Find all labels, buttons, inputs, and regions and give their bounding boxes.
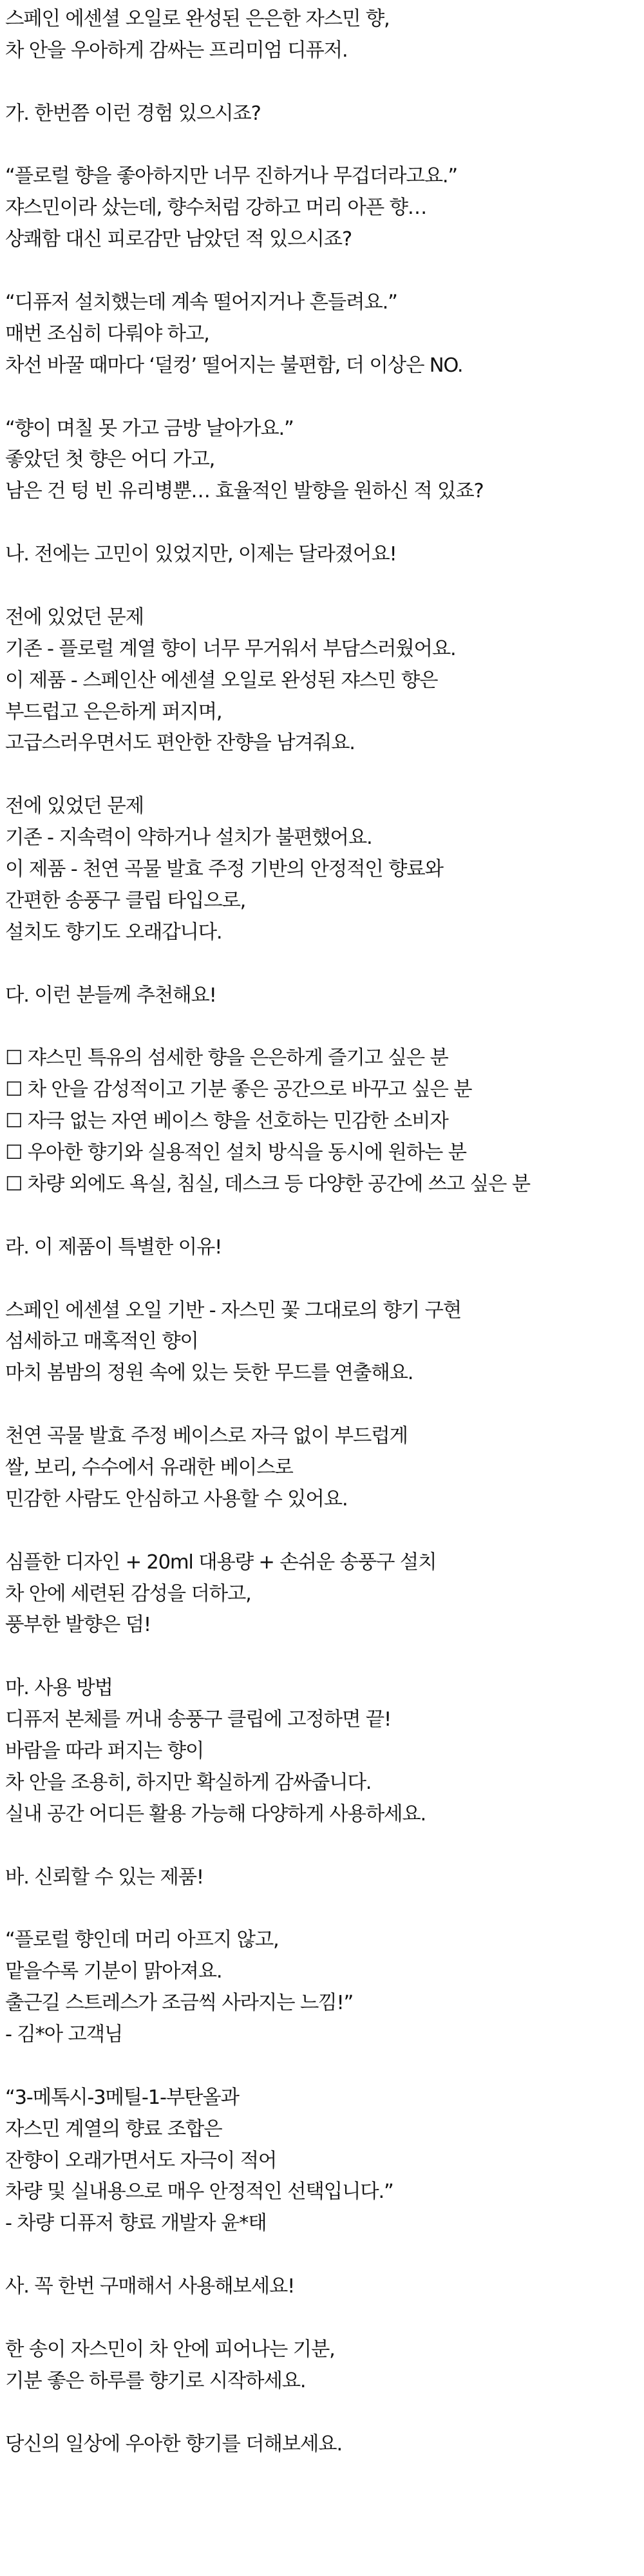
paragraph xyxy=(5,1295,639,1390)
text-line: 부드럽고 은은하게 퍼지며, xyxy=(5,700,222,723)
paragraph-spacer xyxy=(5,949,639,980)
text-line: 출근길 스트레스가 조금씩 사라지는 느낌!” xyxy=(5,1992,354,2015)
paragraph-spacer xyxy=(5,2051,639,2083)
text-line: 차 안을 우아하게 감싸는 프리미엄 디퓨저. xyxy=(5,39,348,62)
text-line: 민감한 사람도 안심하고 사용할 수 있어요. xyxy=(5,1487,348,1511)
text-line: 한 송이 자스민이 차 안에 피어나는 기분, xyxy=(5,2338,335,2361)
text-line: 디퓨저 본체를 꺼내 송풍구 클립에 고정하면 끝! xyxy=(5,1708,391,1732)
paragraph-spacer xyxy=(5,1893,639,1925)
paragraph-spacer xyxy=(5,1264,639,1295)
paragraph xyxy=(5,1547,639,1642)
text-line: 섬세하고 매혹적인 향이 xyxy=(5,1330,198,1353)
text-line: 다. 이런 분들께 추천해요! xyxy=(5,984,216,1007)
paragraph xyxy=(5,602,639,759)
paragraph xyxy=(5,791,639,948)
text-line: 마. 사용 방법 xyxy=(5,1677,113,1700)
paragraph-spacer xyxy=(5,382,639,414)
text-line: 마치 봄밤의 정원 속에 있는 듯한 무드를 연출해요. xyxy=(5,1362,413,1385)
text-line: 기존 - 플로럴 계열 향이 너무 무거워서 부담스러웠어요. xyxy=(5,637,456,660)
text-line: 스페인 에센셜 오일로 완성된 은은한 자스민 향, xyxy=(5,8,390,30)
text-line: 전에 있었던 문제 xyxy=(5,795,144,818)
paragraph xyxy=(5,2334,639,2398)
paragraph-spacer xyxy=(5,67,639,99)
paragraph xyxy=(5,2429,639,2461)
text-line: 차량 및 실내용으로 매우 안정적인 선택입니다.” xyxy=(5,2180,393,2204)
paragraph xyxy=(5,99,639,130)
text-line: 잔향이 오래가면서도 자극이 적어 xyxy=(5,2149,277,2172)
text-line: 스페인 에센셜 오일 기반 - 자스민 꽃 그대로의 향기 구현 xyxy=(5,1299,462,1322)
text-line: 맡을수록 기분이 맑아져요. xyxy=(5,1960,222,1983)
paragraph-spacer xyxy=(5,2303,639,2334)
text-line: 전에 있었던 문제 xyxy=(5,606,144,629)
paragraph-spacer xyxy=(5,1516,639,1547)
text-line: ☐ 자극 없는 자연 베이스 향을 선호하는 민감한 소비자 xyxy=(5,1110,448,1133)
text-line: 라. 이 제품이 특별한 이유! xyxy=(5,1236,222,1259)
text-line: 상쾌함 대신 피로감만 남았던 적 있으시죠? xyxy=(5,228,352,251)
text-line: 심플한 디자인 + 20ml 대용량 + 손쉬운 송풍구 설치 xyxy=(5,1550,437,1574)
text-line: 남은 건 텅 빈 유리병뿐… 효율적인 발향을 원하신 적 있죠? xyxy=(5,480,484,503)
text-line: 이 제품 - 천연 곡물 발효 주정 기반의 안정적인 향료와 xyxy=(5,858,443,881)
paragraph-spacer xyxy=(5,508,639,539)
text-line: 바람을 따라 퍼지는 향이 xyxy=(5,1739,204,1762)
paragraph-spacer xyxy=(5,1641,639,1673)
text-line: 기존 - 지속력이 약하거나 설치가 불편했어요. xyxy=(5,826,372,850)
text-line: 나. 전에는 고민이 있었지만, 이제는 달라졌어요! xyxy=(5,543,397,566)
paragraph-spacer xyxy=(5,1012,639,1044)
text-line: 기분 좋은 하루를 향기로 시작하세요. xyxy=(5,2369,306,2392)
text-line: 차 안에 세련된 감성을 더하고, xyxy=(5,1582,251,1605)
paragraph xyxy=(5,161,639,256)
text-line: 쌀, 보리, 수수에서 유래한 베이스로 xyxy=(5,1456,293,1479)
text-line: “플로럴 향인데 머리 아프지 않고, xyxy=(5,1929,279,1952)
text-line: 차선 바꿀 때마다 ‘덜컹’ 떨어지는 불편함, 더 이상은 NO. xyxy=(5,354,463,377)
text-line: 사. 꼭 한번 구매해서 사용해보세요! xyxy=(5,2275,295,2298)
text-line: ☐ 우아한 향기와 실용적인 설치 방식을 동시에 원하는 분 xyxy=(5,1141,466,1165)
text-line: “3-메톡시-3메틸-1-부탄올과 xyxy=(5,2086,239,2109)
text-line: 쟈스민이라 샀는데, 향수처럼 강하고 머리 아픈 향… xyxy=(5,196,427,220)
paragraph xyxy=(5,1862,639,1894)
paragraph xyxy=(5,1673,639,1830)
paragraph xyxy=(5,980,639,1012)
text-line: 이 제품 - 스페인산 에센셜 오일로 완성된 쟈스민 향은 xyxy=(5,669,438,692)
text-line: 실내 공간 어디든 활용 가능해 다양하게 사용하세요. xyxy=(5,1802,426,1826)
text-line: 바. 신뢰할 수 있는 제품! xyxy=(5,1865,204,1889)
paragraph-spacer xyxy=(5,2398,639,2429)
paragraph xyxy=(5,1925,639,2051)
text-line: 좋았던 첫 향은 어디 가고, xyxy=(5,448,215,472)
text-line: “향이 며칠 못 가고 금방 날아가요.” xyxy=(5,417,294,440)
text-line: 차 안을 조용히, 하지만 확실하게 감싸줍니다. xyxy=(5,1771,372,1794)
paragraph xyxy=(5,1043,639,1200)
text-line: 당신의 일상에 우아한 향기를 더해보세요. xyxy=(5,2432,342,2456)
paragraph xyxy=(5,2083,639,2240)
text-line: 설치도 향기도 오래갑니다. xyxy=(5,921,222,944)
paragraph xyxy=(5,287,639,382)
text-line: ☐ 차 안을 감성적이고 기분 좋은 공간으로 바꾸고 싶은 분 xyxy=(5,1078,472,1102)
paragraph xyxy=(5,1421,639,1516)
text-line: - 차량 디퓨저 향료 개발자 윤*태 xyxy=(5,2212,267,2235)
text-line: 간편한 송풍구 클립 타입으로, xyxy=(5,889,246,912)
paragraph-spacer xyxy=(5,1201,639,1232)
paragraph-spacer xyxy=(5,1389,639,1421)
text-line: ☐ 쟈스민 특유의 섬세한 향을 은은하게 즐기고 싶은 분 xyxy=(5,1047,448,1070)
text-line: 고급스러우면서도 편안한 잔향을 남겨줘요. xyxy=(5,732,355,755)
paragraph-spacer xyxy=(5,2240,639,2271)
product-description-document xyxy=(5,4,639,2460)
text-line: 매번 조심히 다뤄야 하고, xyxy=(5,322,209,345)
text-line: - 김*아 고객님 xyxy=(5,2023,123,2046)
text-line: 풍부한 발향은 덤! xyxy=(5,1614,151,1637)
paragraph-spacer xyxy=(5,130,639,162)
paragraph xyxy=(5,539,639,571)
text-line: “디퓨저 설치했는데 계속 떨어지거나 흔들려요.” xyxy=(5,291,397,314)
text-line: 천연 곡물 발효 주정 베이스로 자극 없이 부드럽게 xyxy=(5,1425,408,1448)
paragraph xyxy=(5,1232,639,1264)
paragraph-spacer xyxy=(5,256,639,287)
text-line: “플로럴 향을 좋아하지만 너무 진하거나 무겁더라고요.” xyxy=(5,165,457,188)
text-line: 가. 한번쯤 이런 경험 있으시죠? xyxy=(5,102,261,125)
paragraph-spacer xyxy=(5,759,639,791)
paragraph xyxy=(5,2271,639,2303)
paragraph xyxy=(5,414,639,508)
text-line: ☐ 차량 외에도 욕실, 침실, 데스크 등 다양한 공간에 쓰고 싶은 분 xyxy=(5,1172,530,1196)
paragraph-spacer xyxy=(5,571,639,602)
text-line: 자스민 계열의 향료 조합은 xyxy=(5,2117,222,2141)
paragraph-spacer xyxy=(5,1831,639,1862)
paragraph xyxy=(5,4,639,67)
